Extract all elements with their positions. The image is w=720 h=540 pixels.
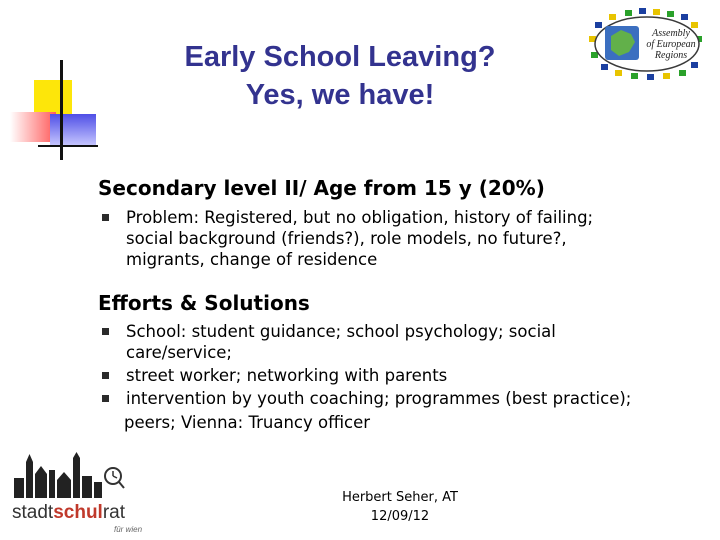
bullet-marker (102, 328, 109, 335)
stadtschulrat-wordmark: stadtschulrat (12, 502, 126, 523)
stadtschulrat-subtitle: für wien (114, 525, 143, 534)
footer-author: Herbert Seher, AT (342, 490, 458, 505)
deco-horizontal-line (38, 145, 98, 147)
bullet-marker (102, 214, 109, 221)
aer-logo-text-1: Assembly (652, 28, 690, 39)
page-title (130, 38, 550, 114)
section2-list (102, 321, 631, 433)
clock-icon (105, 468, 124, 488)
title-line-2: Yes, we have! (245, 79, 435, 111)
section2-heading: Efforts & Solutions (98, 291, 310, 315)
list-item: Problem: Registered, but no obligation, history of failing; social background (friends?), role models, no future?, migrants, change of residence (102, 207, 593, 270)
section1-list (102, 207, 593, 270)
city-skyline-icon (14, 452, 102, 498)
title-line-1: Early School Leaving? (184, 41, 496, 73)
deco-blue-square (50, 114, 96, 146)
aer-logo (583, 8, 711, 80)
bullet-marker (102, 395, 109, 402)
list-item: street worker; networking with parents (102, 365, 631, 386)
aer-logo-text-3: Regions (654, 50, 688, 61)
footer-date: 12/09/12 (370, 509, 430, 524)
footer (320, 488, 480, 526)
list-item: School: student guidance; school psychology; social care/service; (102, 321, 631, 363)
aer-logo-text-2: of European (646, 39, 696, 50)
bullet-marker (102, 372, 109, 379)
list-item: intervention by youth coaching; programmes (best practice); peers; Vienna: Truancy officer (102, 388, 631, 433)
section1-heading: Secondary level II/ Age from 15 y (20%) (98, 176, 545, 200)
stadtschulrat-logo (8, 452, 148, 537)
